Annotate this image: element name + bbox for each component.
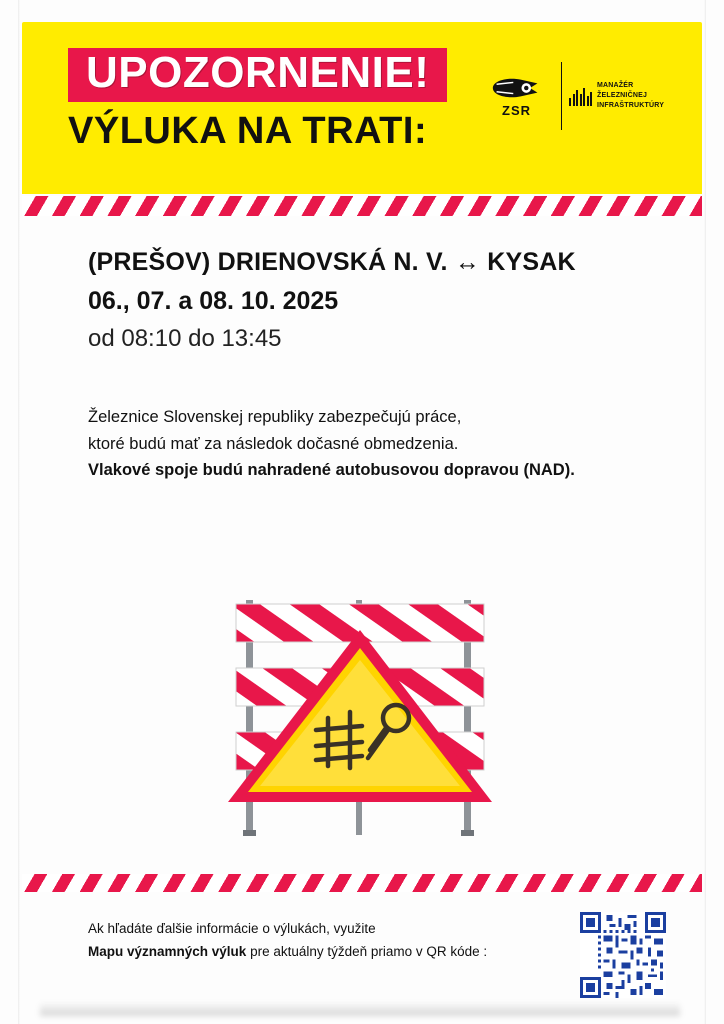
body-line-2: ktoré budú mať za následok dočasné obmedzenia. [88, 434, 459, 453]
zsr-logo-subtitle-group [562, 62, 666, 130]
qr-code[interactable] [580, 912, 666, 998]
paper-edge-left [18, 0, 20, 1024]
railway-works-warning-barrier-illustration [210, 590, 510, 845]
page-bottom-shadow [40, 1002, 680, 1016]
footer-line-2-rest: pre aktuálny týždeň priamo v QR kóde : [246, 943, 488, 959]
times-line: od 08:10 do 13:45 [88, 325, 282, 352]
paper-edge-right [704, 0, 706, 1024]
body-paragraph [88, 404, 575, 484]
body-line-1: Železnice Slovenskej republiky zabezpečujú práce, [88, 408, 462, 426]
rail-bars-icon [569, 86, 592, 106]
zsr-logo-mark-group [476, 62, 562, 130]
route-line: (PREŠOV) DRIENOVSKÁ N. V. ↔ KYSAK [88, 248, 576, 276]
page-title-primary: UPOZORNENIE! [68, 48, 447, 102]
body-line-3-bold: Vlakové spoje budú nahradené autobusovou dopravou (NAD). [88, 461, 575, 480]
footer-line-2 [88, 941, 487, 964]
zsr-logo [476, 62, 666, 130]
zsr-logo-text: ZSR [502, 102, 531, 118]
footer-text [88, 918, 487, 964]
hazard-stripes-top [22, 196, 702, 216]
zsr-subtitle-line1: MANAŽÉR [597, 81, 634, 89]
dates-line: 06., 07. a 08. 10. 2025 [88, 287, 339, 315]
zsr-subtitle-line2: ŽELEZNIČNEJ [597, 91, 648, 99]
zsr-logo-subtitle [597, 81, 664, 111]
footer-map-label: Mapu významných výluk [88, 943, 247, 959]
zsr-emblem-icon [489, 75, 545, 101]
footer-line-1: Ak hľadáte ďalšie informácie o výlukách, využite [88, 921, 376, 936]
zsr-subtitle-line3: INFRAŠTRUKTÚRY [597, 102, 665, 110]
hazard-stripes-bottom [22, 874, 702, 892]
page-title-secondary: VÝLUKA NA TRATI: [68, 110, 428, 152]
header-band [22, 22, 702, 190]
